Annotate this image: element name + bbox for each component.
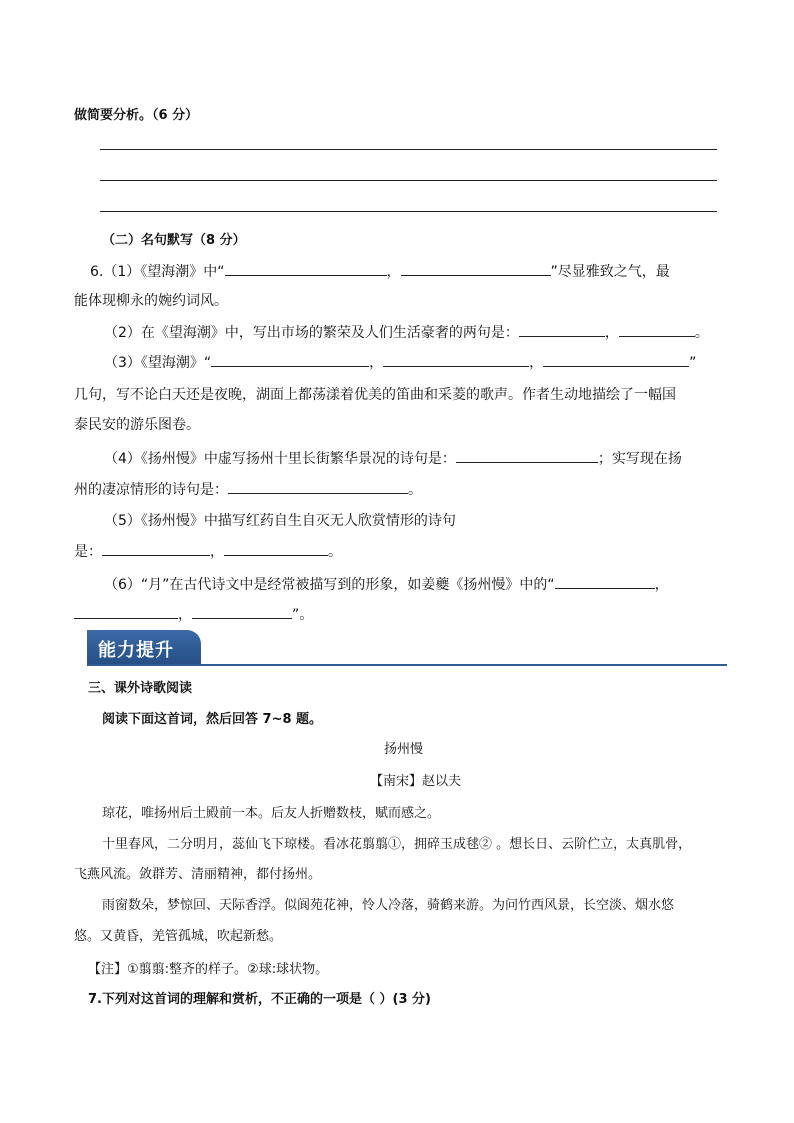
- poem-title: 扬州慢: [384, 742, 424, 757]
- poem-author: 【南宋】赵以夫: [370, 774, 462, 789]
- poem-line: 悠。又黄昏，羌管孤城，吹起新愁。: [74, 929, 283, 944]
- fill-blank[interactable]: [383, 352, 529, 367]
- question-6-1: [90, 261, 670, 281]
- fill-blank[interactable]: [555, 574, 655, 589]
- question-5-tail: 做简要分析。（6 分）: [74, 108, 199, 123]
- question-text: ”。: [292, 607, 314, 623]
- question-6-4: [104, 448, 682, 468]
- question-6-3-cont: 几句，写不论白天还是夜晚，湖面上都荡漾着优美的笛曲和采菱的歌声。作者生动地描绘了一幅国: [74, 387, 676, 403]
- answer-line[interactable]: [100, 211, 717, 212]
- fill-blank[interactable]: [102, 541, 210, 556]
- question-text: （3）《望海潮》“: [104, 355, 212, 371]
- question-text: 是：: [74, 544, 102, 560]
- reading-instruction: 阅读下面这首词，然后回答 7~8 题。: [102, 712, 323, 727]
- fill-blank[interactable]: [211, 352, 369, 367]
- question-text: 。: [328, 544, 342, 560]
- answer-line[interactable]: [100, 149, 717, 150]
- fill-blank[interactable]: [401, 261, 551, 276]
- banner-title: 能力提升: [98, 640, 174, 661]
- question-6-4-cont: [74, 479, 422, 499]
- question-6-3: [104, 352, 696, 372]
- fill-blank[interactable]: [456, 448, 598, 463]
- question-6-5: （5）《扬州慢》中描写红药自生自灭无人欣赏情形的诗句: [104, 513, 456, 529]
- question-text: 。: [408, 482, 422, 498]
- fill-blank[interactable]: [519, 322, 605, 337]
- question-text: ，: [386, 264, 401, 280]
- fill-blank[interactable]: [225, 261, 387, 276]
- question-text: ”: [689, 355, 697, 371]
- fill-blank[interactable]: [228, 479, 408, 494]
- question-text: ，: [604, 325, 619, 341]
- answer-line[interactable]: [100, 180, 717, 181]
- question-text: 。: [694, 325, 709, 341]
- section-2-title: （二）名句默写（8 分）: [102, 233, 246, 248]
- question-text: 6.（1）《望海潮》中“: [90, 264, 225, 280]
- question-text: （6）“月”在古代诗文中是经常被描写到的形象，如姜夔《扬州慢》中的“: [104, 577, 555, 593]
- question-text: 州的凄凉情形的诗句是：: [74, 482, 228, 498]
- question-text: ；实写现在扬: [597, 451, 682, 467]
- fill-blank[interactable]: [74, 604, 178, 619]
- poem-preface: 琼花，唯扬州后土殿前一本。后友人折赠数枝，赋而感之。: [102, 806, 441, 821]
- question-text: （2）在《望海潮》中，写出市场的繁荣及人们生活豪奢的两句是：: [104, 325, 519, 341]
- fill-blank[interactable]: [619, 322, 695, 337]
- question-text: ，: [654, 577, 669, 593]
- question-text: ，: [210, 544, 224, 560]
- fill-blank[interactable]: [192, 604, 292, 619]
- question-text: （4）《扬州慢》中虚写扬州十里长街繁华景况的诗句是：: [104, 451, 456, 467]
- question-text: ，: [178, 607, 192, 623]
- question-6-6-cont: [74, 604, 313, 624]
- question-6-5-cont: [74, 541, 342, 561]
- question-6-1-cont: 能体现柳永的婉约词风。: [74, 293, 228, 309]
- banner-underline: [87, 664, 727, 666]
- section-3-title: 三、课外诗歌阅读: [88, 681, 193, 696]
- fill-blank[interactable]: [224, 541, 328, 556]
- question-text: ”尽显雅致之气，最: [550, 264, 670, 280]
- poem-line: 十里春风，二分明月，蕊仙飞下琼楼。看冰花翦翦①，拥碎玉成毬② 。想长日、云阶伫立，太真肌骨，: [102, 837, 692, 852]
- poem-line: 飞燕风流。敛群芳、清丽精神，都付扬州。: [74, 867, 322, 882]
- question-text: ，: [529, 355, 544, 371]
- question-7: 7.下列对这首词的理解和赏析，不正确的一项是（ ）(3 分): [88, 992, 431, 1007]
- question-6-2: [104, 322, 709, 342]
- question-text: ，: [369, 355, 384, 371]
- question-6-3-cont: 泰民安的游乐图卷。: [74, 417, 200, 433]
- poem-note: 【注】①翦翦:整齐的样子。②球:球状物。: [88, 962, 329, 977]
- poem-line: 雨窗数朵，梦惊回、天际香浮。似阆苑花神，怜人冷落，骑鹤来游。为问竹西风景，长空淡、烟水悠: [102, 898, 675, 913]
- question-6-6: [104, 574, 669, 594]
- fill-blank[interactable]: [543, 352, 689, 367]
